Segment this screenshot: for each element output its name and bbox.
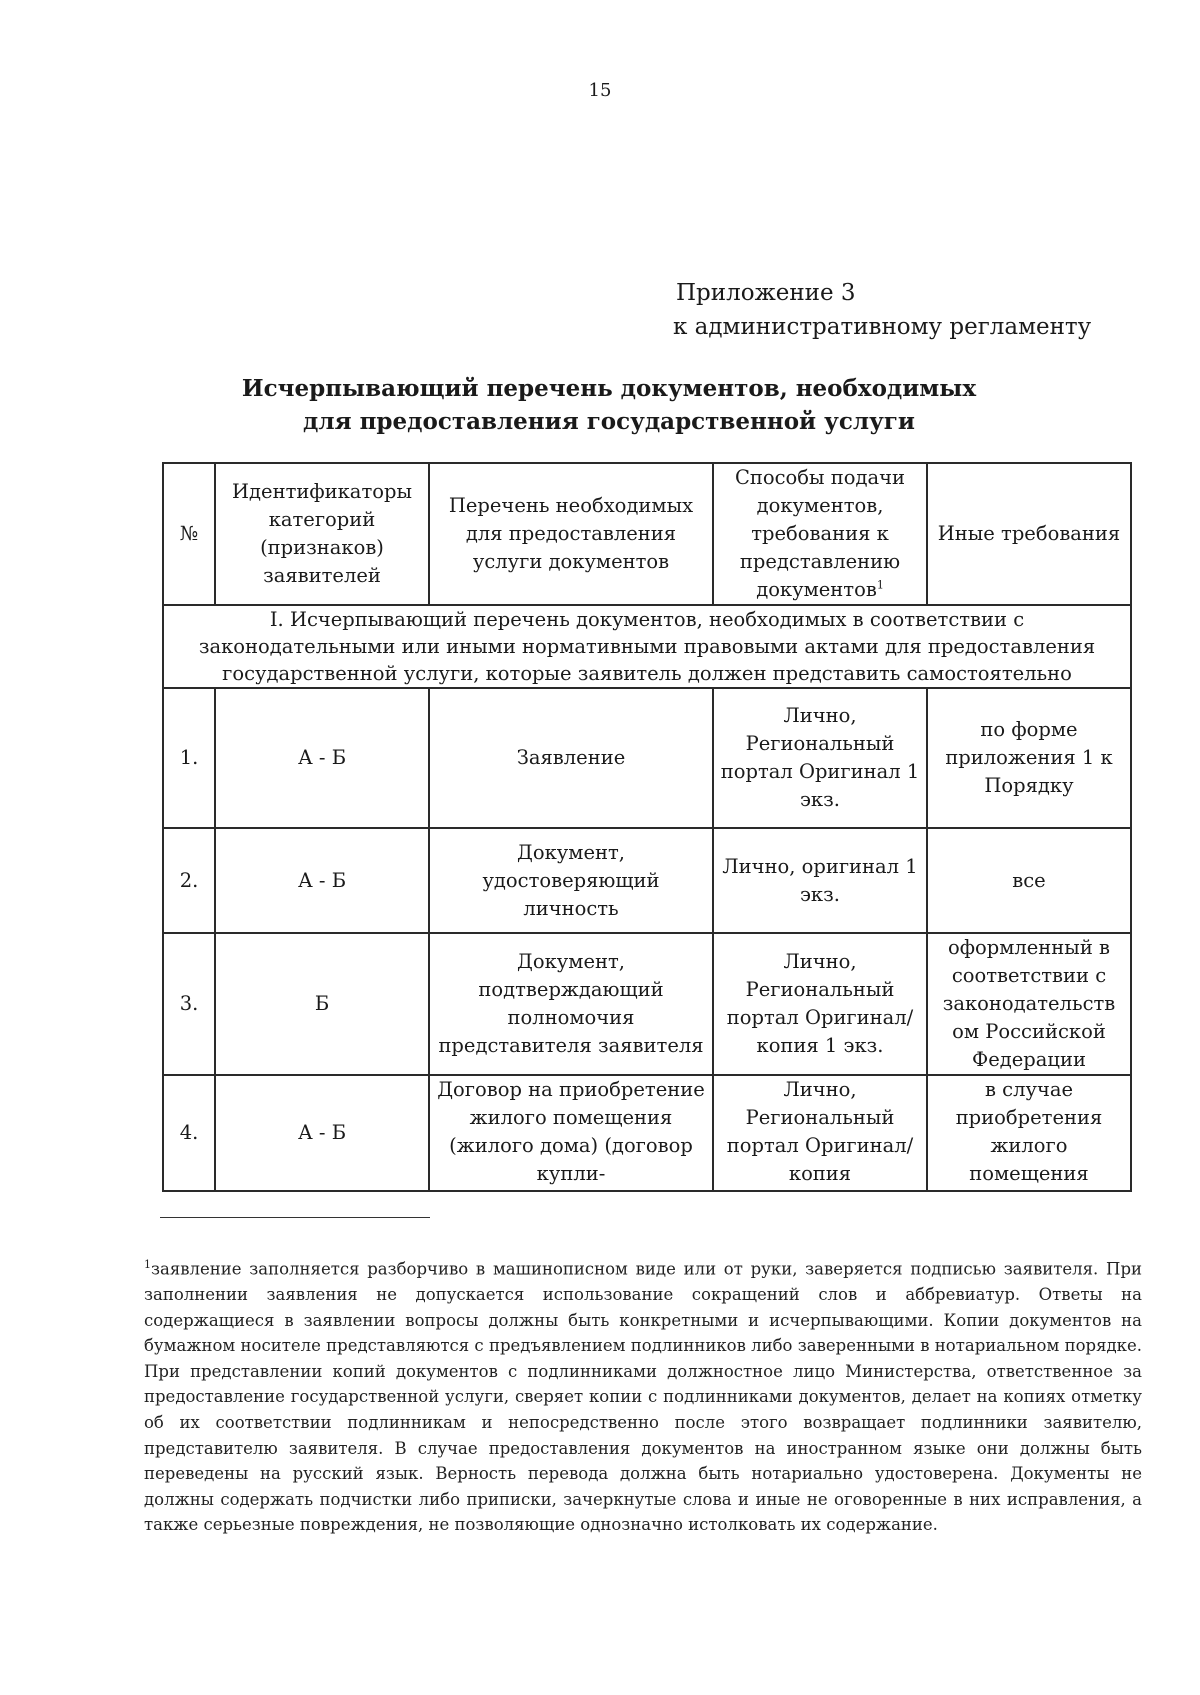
row-category: Б — [215, 933, 429, 1075]
row-category: А - Б — [215, 1075, 429, 1191]
table-row — [163, 688, 1131, 828]
row-other: все — [927, 828, 1131, 933]
row-other: по форме приложения 1 к Порядку — [927, 688, 1131, 828]
table-row — [163, 933, 1131, 1075]
footnote-text: заявление заполняется разборчиво в машинописном виде или от руки, заверяется подписью заявителя. При заполнении заявления не допускается использование сокращений слов и аббревиатур. Ответы на содержащиеся в заявлении вопросы должны быть конкретными и исчерпывающими. Копии документов на бумажном носителе представляются с предъявлением подлинников либо заверенными в нотариальном порядке. При представлении копий документов с подлинниками должностное лицо Министерства, ответственное за предоставление государственной услуги, сверяет копии с подлинниками документов, делает на копиях отметку об их соответствии подлинникам и непосредственно после этого возвращает подлинники заявителю, представителю заявителя. В случае предоставления документов на иностранном языке они должны быть переведены на русский язык. Верность перевода должна быть нотариально удостоверена. Документы не должны содержать подчистки либо приписки, зачеркнутые слова и иные не оговоренные в них исправления, а также серьезные повреждения, не позволяющие однозначно истолковать их содержание. — [144, 1259, 1142, 1535]
header-number: № — [163, 463, 215, 605]
table-row — [163, 1075, 1131, 1191]
row-method: Лично, Региональный портал Оригинал 1 экз. — [713, 688, 927, 828]
document-title-line-1: Исчерпывающий перечень документов, необходимых — [241, 375, 977, 402]
appendix-line-2: к административному регламенту — [673, 314, 1092, 340]
header-methods — [713, 463, 927, 605]
row-number: 2. — [163, 828, 215, 933]
row-method: Лично, оригинал 1 экз. — [713, 828, 927, 933]
table-row — [163, 828, 1131, 933]
footnote — [144, 1252, 1142, 1538]
row-number: 4. — [163, 1075, 215, 1191]
document-title-line-2: для предоставления государственной услуги — [303, 408, 915, 435]
row-document: Документ, удостоверяющий личность — [429, 828, 713, 933]
row-method: Лично, Региональный портал Оригинал/копия — [713, 1075, 927, 1191]
appendix-note — [673, 276, 1092, 344]
row-number: 3. — [163, 933, 215, 1075]
appendix-line-1: Приложение 3 — [676, 280, 856, 306]
row-other: в случае приобретения жилого помещения — [927, 1075, 1131, 1191]
footnote-mark: 1 — [144, 1258, 151, 1271]
header-methods-text: Способы подачи документов, требования к представлению документов — [734, 466, 906, 601]
row-other: оформленный в соответствии с законодательств ом Российской Федерации — [927, 933, 1131, 1075]
footnote-separator — [160, 1217, 430, 1218]
table-header-row — [163, 463, 1131, 605]
header-footnote-mark: 1 — [876, 578, 884, 592]
header-documents: Перечень необходимых для предоставления услуги документов — [429, 463, 713, 605]
row-category: А - Б — [215, 688, 429, 828]
header-other: Иные требования — [927, 463, 1131, 605]
row-document: Заявление — [429, 688, 713, 828]
row-number: 1. — [163, 688, 215, 828]
section-title: I. Исчерпывающий перечень документов, необходимых в соответствии с законодательными или иными нормативными правовыми актами для предоставления государственной услуги, которые заявитель должен представить самостоятельно — [163, 605, 1131, 688]
document-title — [160, 372, 1058, 438]
section-row — [163, 605, 1131, 688]
row-category: А - Б — [215, 828, 429, 933]
header-categories: Идентификаторы категорий (признаков) заявителей — [215, 463, 429, 605]
documents-table — [162, 462, 1132, 1192]
row-method: Лично, Региональный портал Оригинал/копия 1 экз. — [713, 933, 927, 1075]
row-document: Договор на приобретение жилого помещения (жилого дома) (договор купли- — [429, 1075, 713, 1191]
page-number: 15 — [588, 80, 612, 101]
row-document: Документ, подтверждающий полномочия представителя заявителя — [429, 933, 713, 1075]
